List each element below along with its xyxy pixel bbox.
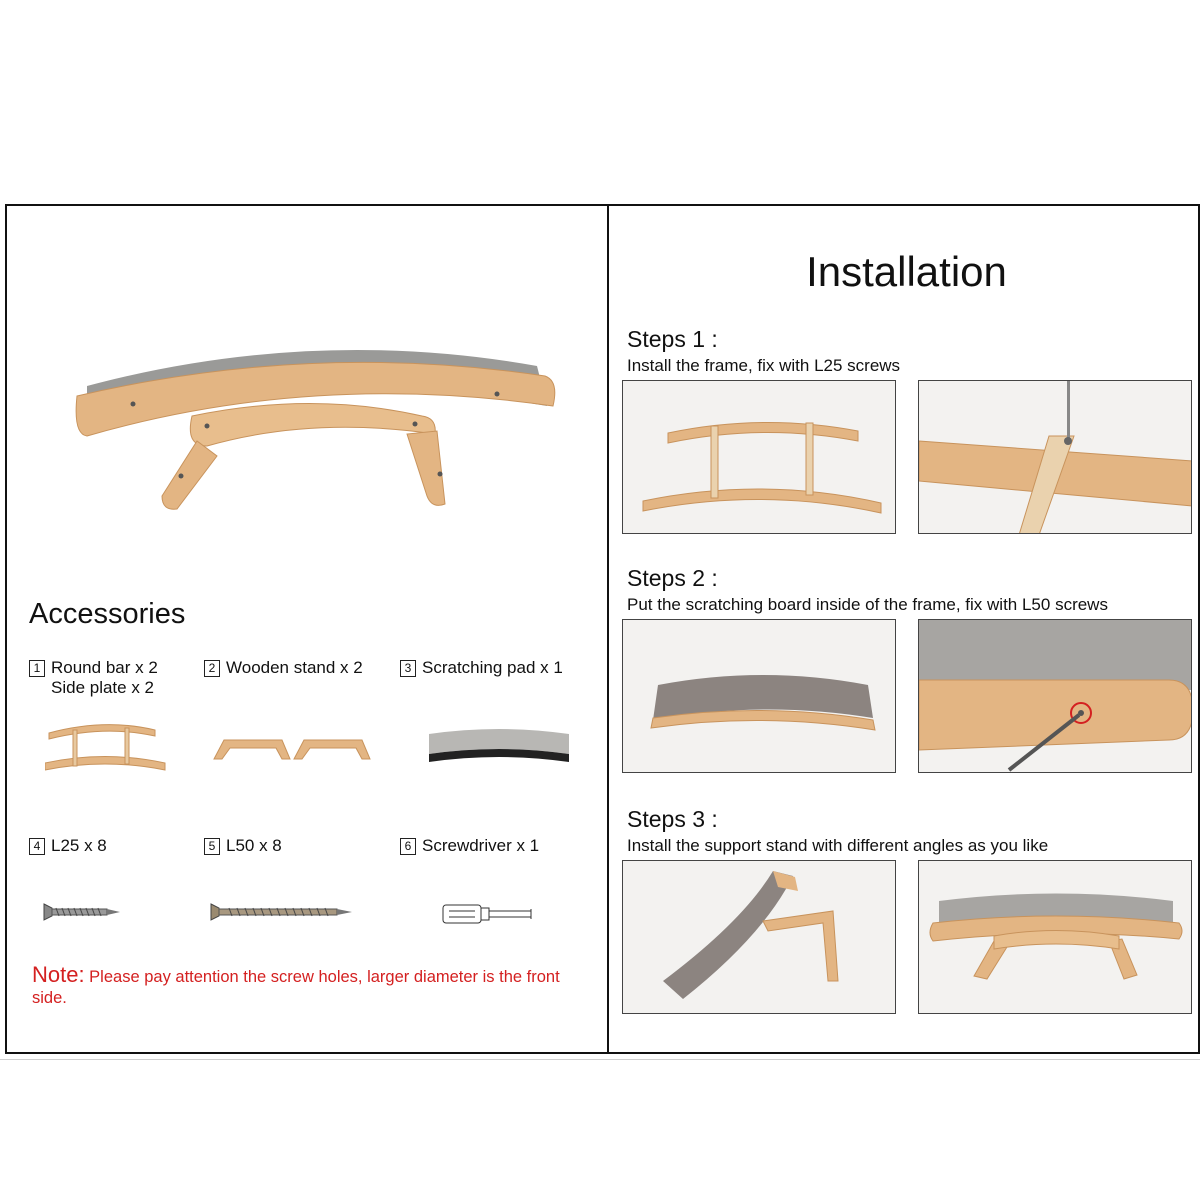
item-number: 6 <box>400 838 416 855</box>
step-1-title: Steps 1 : <box>627 326 718 352</box>
step-3-desc: Install the support stand with different angles as you like <box>627 836 1049 855</box>
item-label: L25 x 8 <box>51 836 107 855</box>
item-number: 3 <box>400 660 416 677</box>
note-label: Note: <box>32 962 85 987</box>
panel-divider <box>607 206 609 1052</box>
note <box>32 964 592 1009</box>
step-2-title: Steps 2 : <box>627 565 718 591</box>
installation-title: Installation <box>806 248 1007 295</box>
screwdriver-icon <box>441 902 536 926</box>
item-number: 5 <box>204 838 220 855</box>
accessory-item-1 <box>29 658 158 698</box>
step-3-photo-flat <box>918 860 1192 1014</box>
step-2-photo-screw <box>918 619 1192 773</box>
accessory-item-2 <box>204 658 363 678</box>
item-label: Round bar x 2 <box>51 658 158 677</box>
accessories-title: Accessories <box>29 598 186 630</box>
accessory-item-6 <box>400 836 539 856</box>
item-label: Wooden stand x 2 <box>226 658 363 677</box>
instruction-sheet <box>5 204 1200 1054</box>
step-3-title: Steps 3 : <box>627 806 718 832</box>
step-1-desc: Install the frame, fix with L25 screws <box>627 356 901 375</box>
long-screw-icon <box>209 902 354 922</box>
step-1-photo-frame <box>622 380 896 534</box>
step-2-photo-board <box>622 619 896 773</box>
item-number: 1 <box>29 660 45 677</box>
scratching-pad-icon <box>419 726 579 771</box>
wooden-stand-icon <box>212 734 372 769</box>
item-label: Scratching pad x 1 <box>422 658 563 677</box>
accessory-item-4 <box>29 836 107 856</box>
short-screw-icon <box>42 902 122 922</box>
item-label: L50 x 8 <box>226 836 282 855</box>
frame-parts-icon <box>45 718 170 778</box>
note-text: Please pay attention the screw holes, larger diameter is the front side. <box>32 968 560 1007</box>
item-sublabel: Side plate x 2 <box>51 678 155 697</box>
accessory-item-3 <box>400 658 563 678</box>
step-1-photo-screw <box>918 380 1192 534</box>
page-rule <box>0 1059 1200 1060</box>
item-number: 2 <box>204 660 220 677</box>
step-3-photo-tilted <box>622 860 896 1014</box>
accessory-item-5 <box>204 836 282 856</box>
step-2-desc: Put the scratching board inside of the frame, fix with L50 screws <box>627 595 1108 614</box>
item-number: 4 <box>29 838 45 855</box>
item-label: Screwdriver x 1 <box>422 836 540 855</box>
